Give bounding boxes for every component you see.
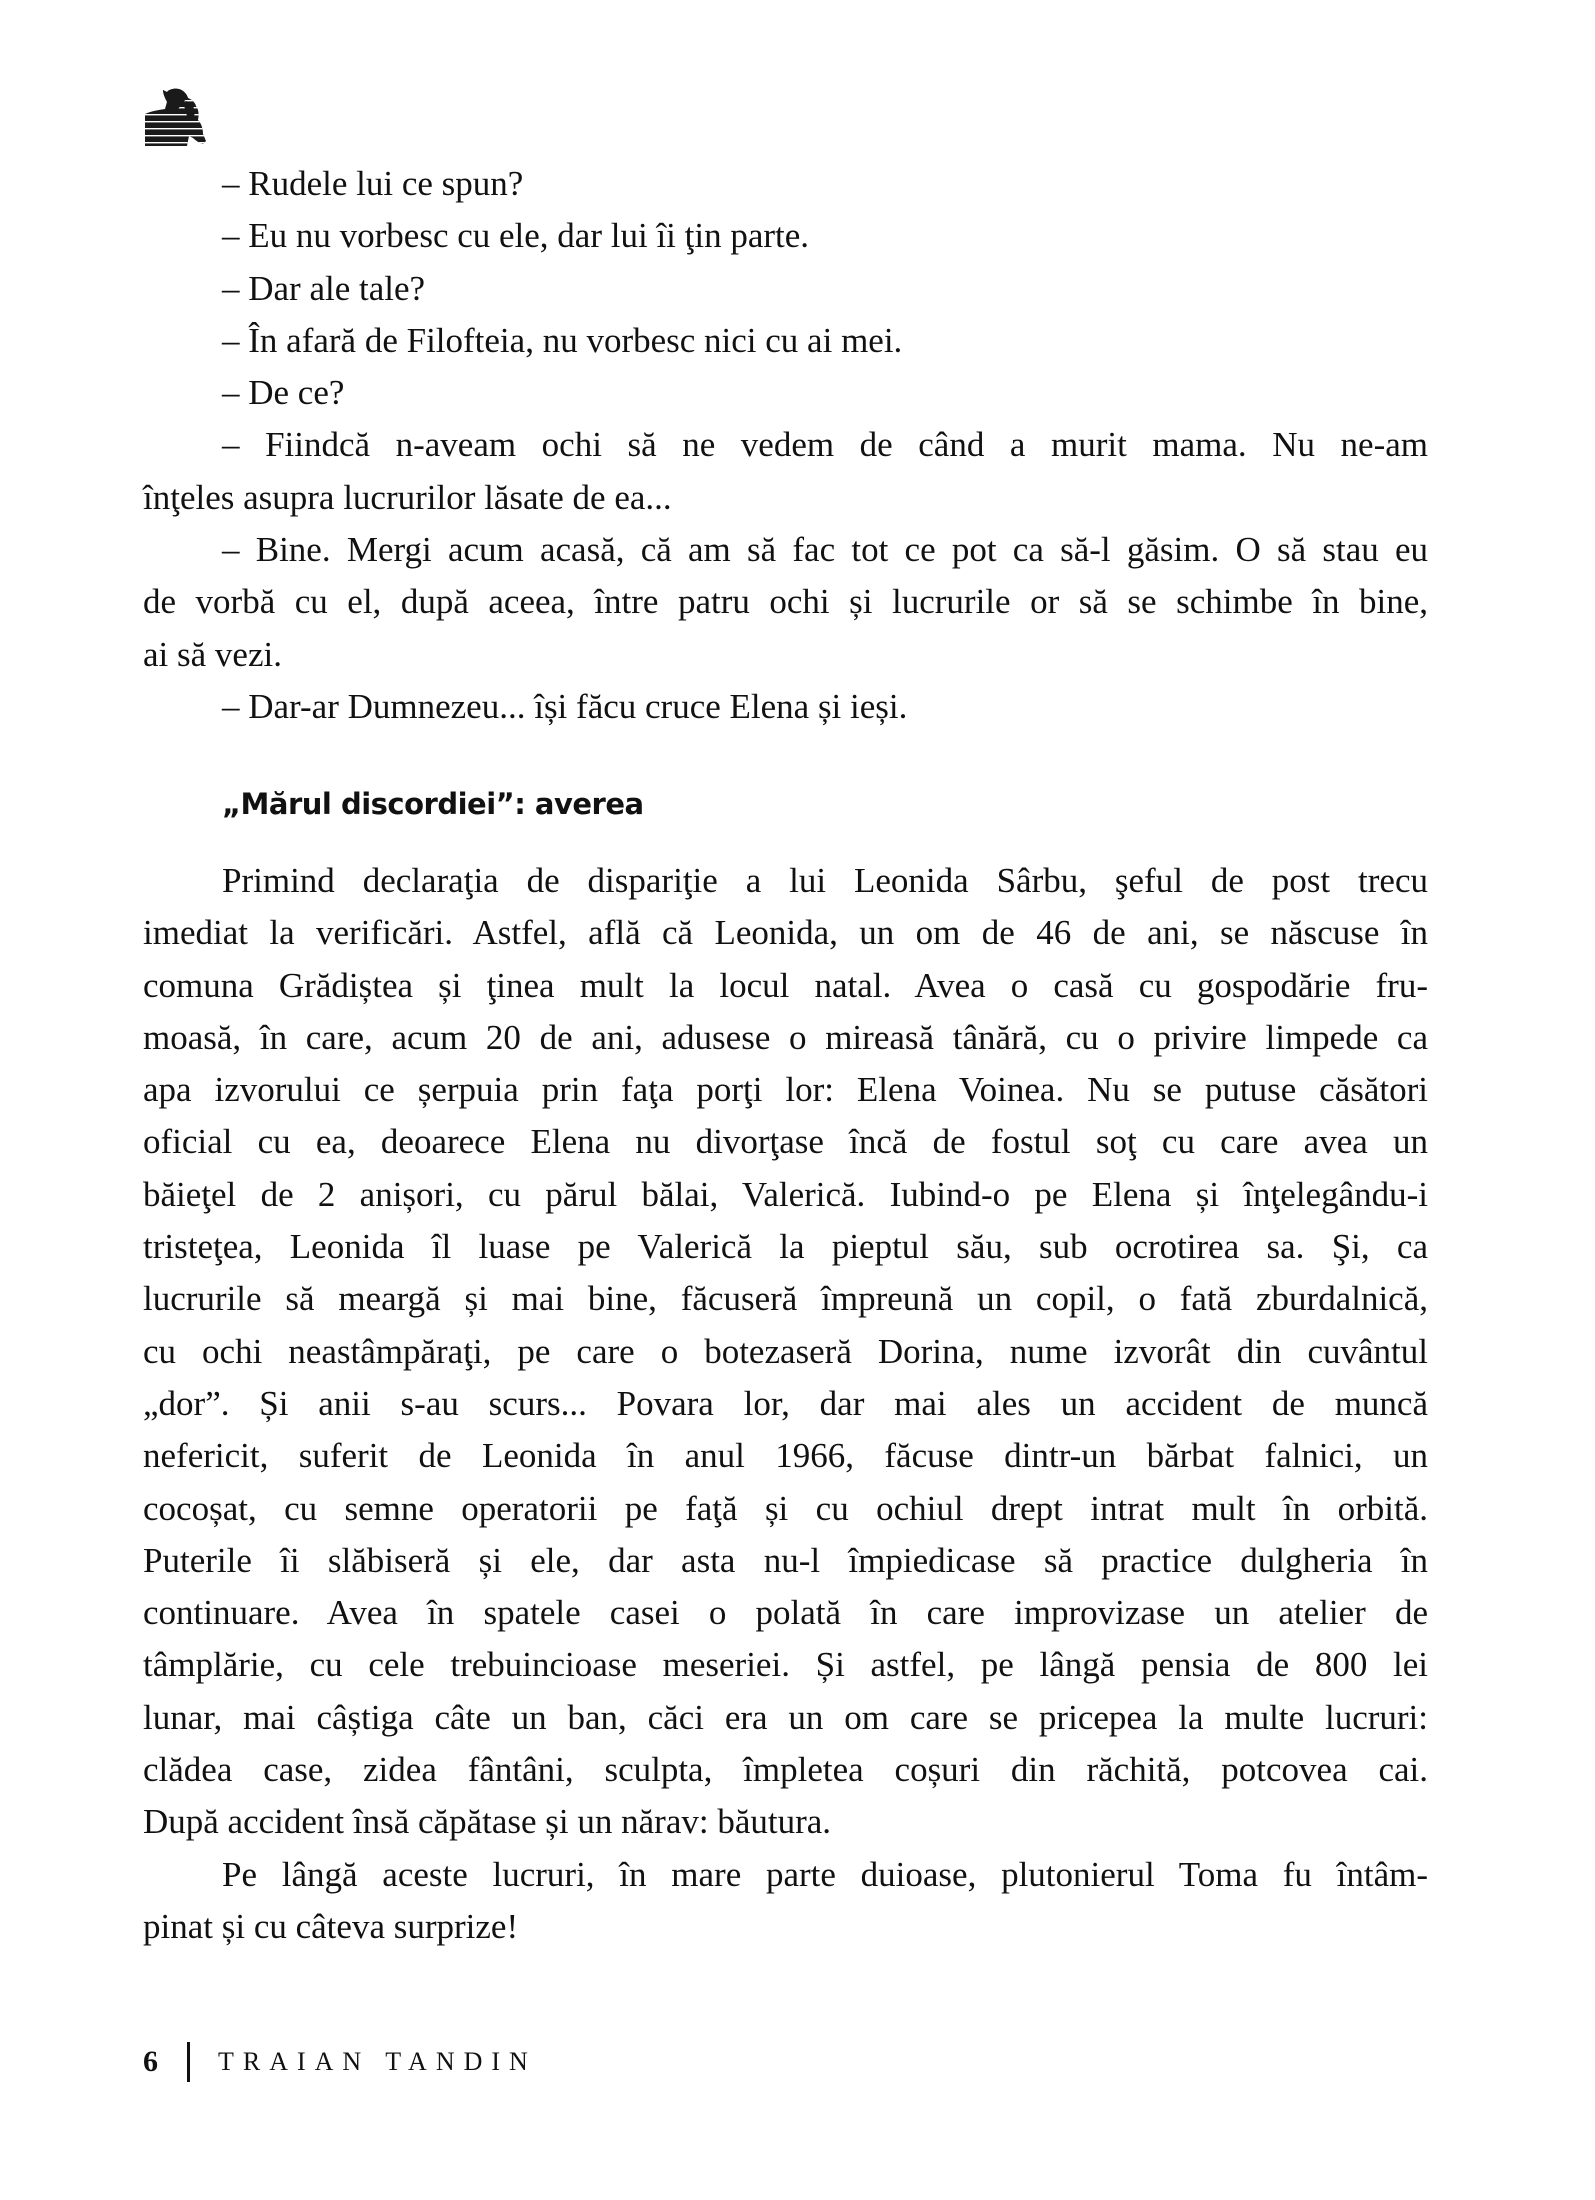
paragraph-line: oficial cu ea, deoarece Elena nu divorţase încă de fostul soţ cu care avea un [143, 1122, 1428, 1162]
paragraph-line: cu ochi neastâmpăraţi, pe care o botezaseră Dorina, nume izvorât din cuvântul [143, 1331, 1428, 1371]
section-heading: „Mărul discordiei”: averea [222, 787, 644, 821]
paragraph-line: pinat și cu câteva surprize! [143, 1906, 519, 1946]
paragraph-line: După accident însă căpătase și un nărav: băutura. [143, 1802, 832, 1842]
dialogue-block [143, 158, 1428, 733]
section-paragraphs [143, 855, 1428, 1953]
dialogue-line: – În afară de Filofteia, nu vorbesc nici cu ai mei. [222, 320, 903, 360]
paragraph-line: moasă, în care, acum 20 de ani, adusese o mireasă tânără, cu o privire limpede ca [143, 1017, 1428, 1057]
dialogue-line: înţeles asupra lucrurilor lăsate de ea... [143, 477, 672, 517]
dialogue-line: – De ce? [222, 373, 345, 413]
paragraph-line: tâmplărie, cu cele trebuincioase meseriei. Și astfel, pe lângă pensia de 800 lei [143, 1645, 1428, 1685]
paragraph-line: lunar, mai câștiga câte un ban, căci era un om care se pricepea la multe lucruri: [143, 1697, 1428, 1737]
author-name: TRAIAN TANDIN [218, 2047, 537, 2076]
paragraph-line: Puterile îi slăbiseră și ele, dar asta nu-l împiedicase să practice dulgheria în [143, 1540, 1428, 1580]
dialogue-line: ai să vezi. [143, 634, 282, 674]
paragraph-line: „dor”. Și anii s-au scurs... Povara lor, dar mai ales un accident de muncă [143, 1383, 1428, 1423]
paragraph-line: imediat la verificări. Astfel, află că Leonida, un om de 46 de ani, se născuse în [143, 913, 1428, 953]
dialogue-line: – Dar ale tale? [222, 268, 426, 308]
dialogue-line: – Fiindcă n-aveam ochi să ne vedem de când a murit mama. Nu ne-am [222, 425, 1428, 465]
paragraph-line: băieţel de 2 anișori, cu părul bălai, Valerică. Iubind-o pe Elena și înţelegându-i [143, 1174, 1428, 1214]
paragraph-line: lucrurile să meargă și mai bine, făcuseră împreună un copil, o fată zburdalnică, [143, 1279, 1428, 1319]
dialogue-line: de vorbă cu el, după aceea, între patru ochi și lucrurile or să se schimbe în bine, [143, 582, 1428, 622]
detective-silhouette-icon [143, 86, 209, 148]
dialogue-line: – Dar-ar Dumnezeu... își făcu cruce Elena și ieși. [222, 686, 908, 726]
paragraph-line: continuare. Avea în spatele casei o polată în care improvizase un atelier de [143, 1593, 1428, 1633]
paragraph-line: clădea case, zidea fântâni, sculpta, împletea coșuri din răchită, potcovea cai. [143, 1750, 1428, 1790]
paragraph-line: apa izvorului ce șerpuia prin faţa porţi lor: Elena Voinea. Nu se putuse căsători [143, 1070, 1428, 1110]
paragraph-line: comuna Grădiștea și ţinea mult la locul natal. Avea o casă cu gospodărie fru- [143, 965, 1428, 1005]
dialogue-line: – Bine. Mergi acum acasă, că am să fac tot ce pot ca să-l găsim. O să stau eu [222, 530, 1428, 570]
dialogue-line: – Eu nu vorbesc cu ele, dar lui îi ţin parte. [222, 216, 810, 256]
page-number: 6 [143, 2045, 158, 2078]
paragraph-line: nefericit, suferit de Leonida în anul 1966, făcuse dintr-un bărbat falnici, un [143, 1436, 1428, 1476]
dialogue-line: – Rudele lui ce spun? [222, 164, 524, 203]
page-footer [143, 2040, 537, 2084]
footer-separator [187, 2042, 190, 2082]
paragraph-line: cocoșat, cu semne operatorii pe faţă și cu ochiul drept intrat mult în orbită. [143, 1488, 1428, 1528]
paragraph-line: Primind declaraţia de dispariţie a lui Leonida Sârbu, şeful de post trecu [222, 861, 1428, 900]
paragraph-line: Pe lângă aceste lucruri, în mare parte duioase, plutonierul Toma fu întâm- [222, 1854, 1428, 1894]
paragraph-line: tristeţea, Leonida îl luase pe Valerică la pieptul său, sub ocrotirea sa. Şi, ca [143, 1227, 1428, 1267]
